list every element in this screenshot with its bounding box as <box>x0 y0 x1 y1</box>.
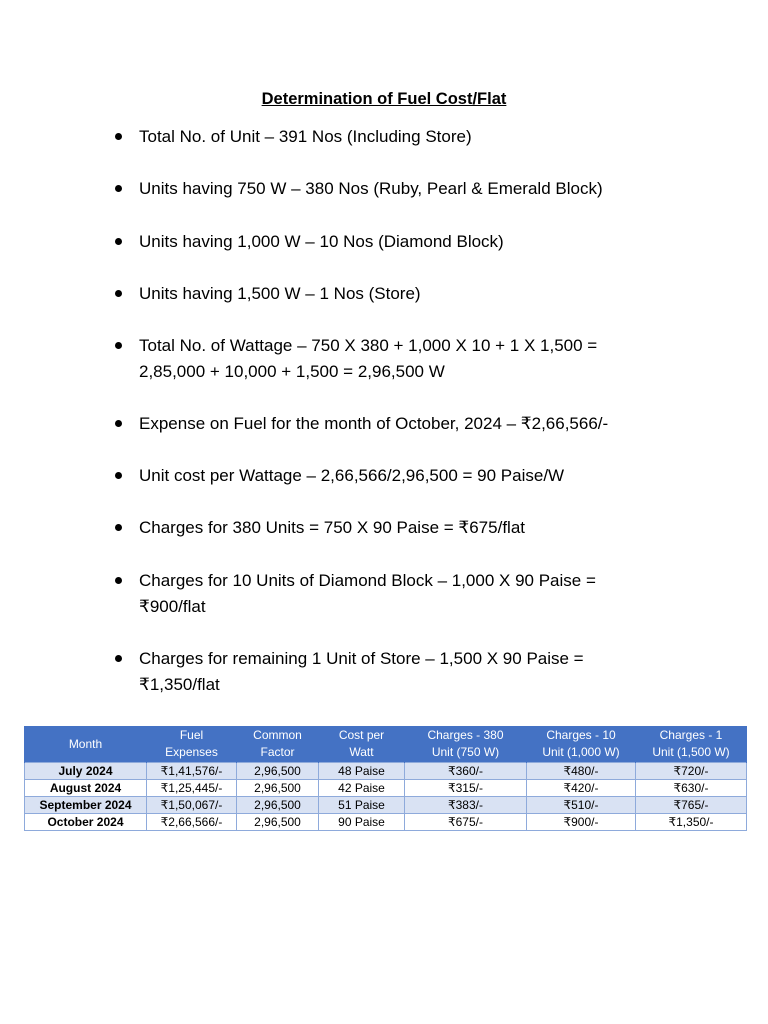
fuel-charges-table <box>24 726 747 831</box>
bullet-text: Units having 750 W – 380 Nos (Ruby, Pearl & Emerald Block) <box>139 179 603 198</box>
bullet-dot <box>115 185 122 192</box>
bullet-text: Units having 1,000 W – 10 Nos (Diamond Block) <box>139 232 504 251</box>
bullet-dot <box>115 420 122 427</box>
bullet-dot <box>115 238 122 245</box>
bullet-dot <box>115 524 122 531</box>
cell-charges-1: ₹630/- <box>636 780 747 797</box>
cell-charges-1: ₹765/- <box>636 797 747 814</box>
bullet-1000w-units <box>113 229 703 255</box>
bullet-1500w-units <box>113 281 703 307</box>
cell-cost-per-watt: 48 Paise <box>319 763 405 780</box>
cell-common-factor: 2,96,500 <box>237 780 319 797</box>
column-header-cost-per-watt: Cost per Watt <box>319 726 405 763</box>
bullet-total-units <box>113 124 703 150</box>
cell-month: August 2024 <box>25 780 147 797</box>
cell-charges-380: ₹315/- <box>405 780 527 797</box>
bullet-text: Unit cost per Wattage – 2,66,566/2,96,500 = 90 Paise/W <box>139 466 565 485</box>
cell-cost-per-watt: 51 Paise <box>319 797 405 814</box>
table-header-row <box>25 726 747 763</box>
table-row <box>25 814 747 831</box>
bullet-dot <box>115 655 122 662</box>
cell-common-factor: 2,96,500 <box>237 797 319 814</box>
column-header-charges-380: Charges - 380 Unit (750 W) <box>405 726 527 763</box>
column-header-fuel-expenses: Fuel Expenses <box>147 726 237 763</box>
bullet-text: Total No. of Unit – 391 Nos (Including Store) <box>139 127 472 146</box>
cell-charges-1: ₹720/- <box>636 763 747 780</box>
bullet-dot <box>115 577 122 584</box>
cell-month: July 2024 <box>25 763 147 780</box>
cell-charges-10: ₹900/- <box>527 814 636 831</box>
table-row <box>25 763 747 780</box>
cell-charges-380: ₹360/- <box>405 763 527 780</box>
cell-fuel-expenses: ₹1,41,576/- <box>147 763 237 780</box>
bullet-text: Expense on Fuel for the month of October, 2024 – ₹2,66,566/- <box>139 414 609 433</box>
cell-common-factor: 2,96,500 <box>237 814 319 831</box>
bullet-text: Charges for 380 Units = 750 X 90 Paise = ₹675/flat <box>139 518 525 537</box>
bullet-text: Total No. of Wattage – 750 X 380 + 1,000 X 10 + 1 X 1,500 = 2,85,000 + 10,000 + 1,500 = 2,96,500 W <box>139 336 598 381</box>
cell-month: September 2024 <box>25 797 147 814</box>
cell-charges-10: ₹480/- <box>527 763 636 780</box>
cell-charges-380: ₹675/- <box>405 814 527 831</box>
bullet-charges-store <box>113 646 653 698</box>
table-row <box>25 780 747 797</box>
column-header-charges-10: Charges - 10 Unit (1,000 W) <box>527 726 636 763</box>
cell-month: October 2024 <box>25 814 147 831</box>
cell-common-factor: 2,96,500 <box>237 763 319 780</box>
bullet-charges-diamond <box>113 568 653 620</box>
cell-cost-per-watt: 42 Paise <box>319 780 405 797</box>
cell-cost-per-watt: 90 Paise <box>319 814 405 831</box>
document-title: Determination of Fuel Cost/Flat <box>261 90 507 108</box>
column-header-common-factor: Common Factor <box>237 726 319 763</box>
bullet-text: Units having 1,500 W – 1 Nos (Store) <box>139 284 421 303</box>
bullet-text: Charges for remaining 1 Unit of Store – 1,500 X 90 Paise = ₹1,350/flat <box>139 649 584 694</box>
bullet-dot <box>115 472 122 479</box>
cell-fuel-expenses: ₹2,66,566/- <box>147 814 237 831</box>
cell-fuel-expenses: ₹1,50,067/- <box>147 797 237 814</box>
bullet-charges-380 <box>113 515 703 541</box>
bullet-text: Charges for 10 Units of Diamond Block – 1,000 X 90 Paise = ₹900/flat <box>139 571 596 616</box>
bullet-dot <box>115 133 122 140</box>
cell-charges-380: ₹383/- <box>405 797 527 814</box>
column-header-charges-1: Charges - 1 Unit (1,500 W) <box>636 726 747 763</box>
cell-charges-1: ₹1,350/- <box>636 814 747 831</box>
cell-charges-10: ₹510/- <box>527 797 636 814</box>
table-row <box>25 797 747 814</box>
cell-charges-10: ₹420/- <box>527 780 636 797</box>
cell-fuel-expenses: ₹1,25,445/- <box>147 780 237 797</box>
bullet-total-wattage <box>113 333 653 385</box>
bullet-unit-cost <box>113 463 703 489</box>
bullet-fuel-expense <box>113 411 703 437</box>
bullet-dot <box>115 342 122 349</box>
bullet-750w-units <box>113 176 703 202</box>
bullet-dot <box>115 290 122 297</box>
column-header-month: Month <box>25 726 147 763</box>
